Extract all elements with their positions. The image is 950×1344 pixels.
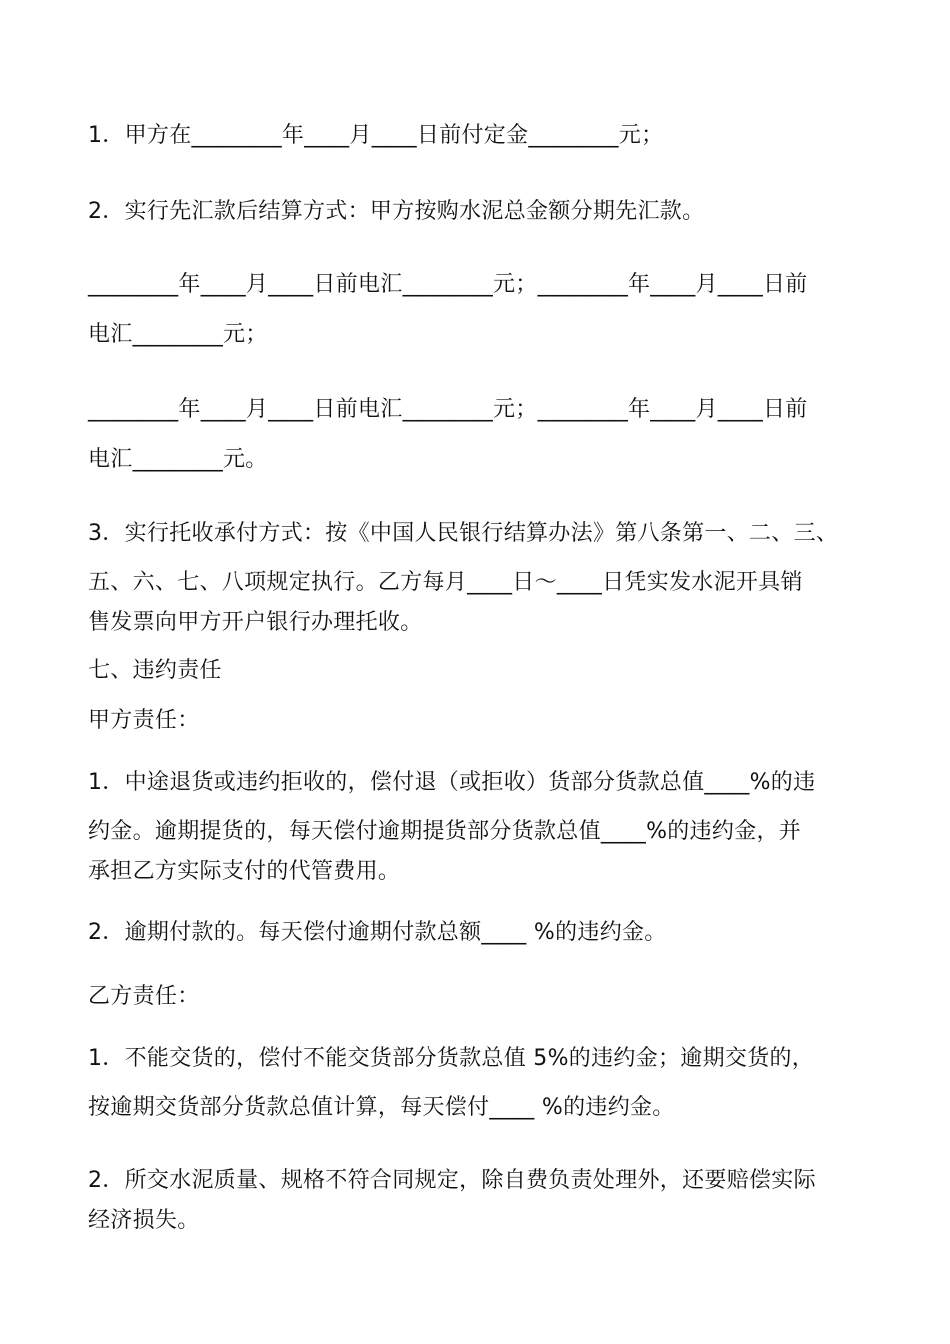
party-a-clause-1-cont: 约金。逾期提货的，每天偿付逾期提货部分货款总值____%的违约金，并	[88, 819, 802, 844]
party-b-clause-2: 2．所交水泥质量、规格不符合同规定，除自费负责处理外，还要赔偿实际	[88, 1168, 816, 1193]
installment-line-2: ________年____月____日前电汇________元；________年____月____日前	[88, 397, 808, 422]
clause-3-collection: 3．实行托收承付方式：按《中国人民银行结算办法》第八条第一、二、三、	[88, 521, 839, 546]
clause-3-collection-cont: 五、六、七、八项规定执行。乙方每月____日～____日凭实发水泥开具销	[88, 570, 803, 595]
party-b-heading: 乙方责任：	[88, 984, 200, 1009]
installment-line-1-cont: 电汇________元；	[88, 322, 268, 347]
section-heading-liability: 七、违约责任	[88, 658, 222, 683]
party-a-clause-2: 2．逾期付款的。每天偿付逾期付款总额____ %的违约金。	[88, 920, 667, 945]
clause-2-prepayment: 2．实行先汇款后结算方式：甲方按购水泥总金额分期先汇款。	[88, 199, 705, 224]
installment-line-2-cont: 电汇________元。	[88, 447, 268, 472]
party-b-clause-1: 1．不能交货的，偿付不能交货部分货款总值 5%的违约金；逾期交货的，	[88, 1046, 815, 1071]
clause-3-collection-end: 售发票向甲方开户银行办理托收。	[88, 610, 423, 635]
installment-line-1: ________年____月____日前电汇________元；________年____月____日前	[88, 272, 808, 297]
party-a-heading: 甲方责任：	[88, 708, 200, 733]
party-a-clause-1-end: 承担乙方实际支付的代管费用。	[88, 859, 401, 884]
party-b-clause-1-cont: 按逾期交货部分货款总值计算，每天偿付____ %的违约金。	[88, 1095, 675, 1120]
party-b-clause-2-cont: 经济损失。	[88, 1208, 200, 1233]
clause-1-deposit: 1．甲方在________年____月____日前付定金________元；	[88, 123, 664, 148]
party-a-clause-1: 1．中途退货或违约拒收的，偿付退（或拒收）货部分货款总值____%的违	[88, 770, 816, 795]
